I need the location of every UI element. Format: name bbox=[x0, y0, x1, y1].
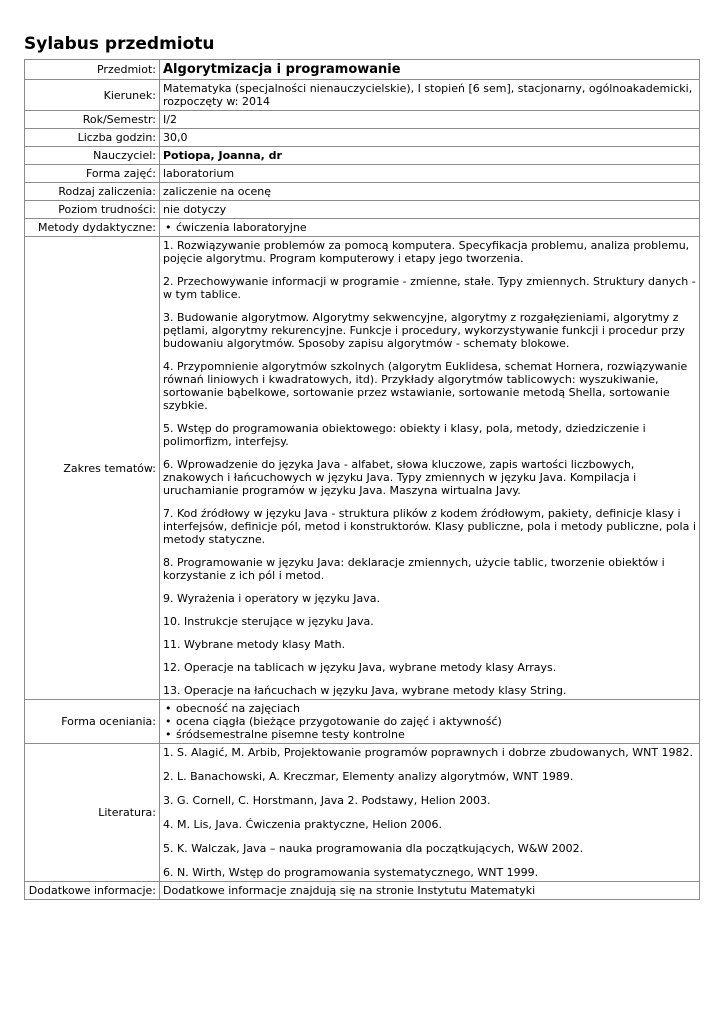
row-topics bbox=[25, 237, 700, 700]
methods-list bbox=[163, 221, 696, 234]
literature-item: 3. G. Cornell, C. Horstmann, Java 2. Podstawy, Helion 2003. bbox=[163, 794, 491, 807]
year-label: Rok/Semestr: bbox=[25, 111, 160, 129]
topic-item: 9. Wyrażenia i operatory w języku Java. bbox=[163, 592, 380, 605]
direction-value: Matematyka (specjalności nienauczycielskie), I stopień [6 sem], stacjonarny, ogólnoakademicki, rozpoczęty w: 2014 bbox=[160, 80, 700, 111]
list-item: • ćwiczenia laboratoryjne bbox=[163, 221, 696, 234]
subject-label: Przedmiot: bbox=[25, 60, 160, 80]
row-difficulty bbox=[25, 201, 700, 219]
topic-item: 12. Operacje na tablicach w języku Java, wybrane metody klasy Arrays. bbox=[163, 661, 557, 674]
hours-label: Liczba godzin: bbox=[25, 129, 160, 147]
row-extra bbox=[25, 882, 700, 900]
direction-label: Kierunek: bbox=[25, 80, 160, 111]
form-value: laboratorium bbox=[160, 165, 700, 183]
row-assessment bbox=[25, 700, 700, 744]
topic-item: 13. Operacje na łańcuchach w języku Java, wybrane metody klasy String. bbox=[163, 684, 567, 697]
row-direction bbox=[25, 80, 700, 111]
literature-label: Literatura: bbox=[25, 744, 160, 882]
topics-cell bbox=[160, 237, 700, 700]
list-item: • ocena ciągła (bieżące przygotowanie do zajęć i aktywność) bbox=[163, 715, 696, 728]
literature-item: 4. M. Lis, Java. Ćwiczenia praktyczne, Helion 2006. bbox=[163, 818, 443, 831]
assessment-label: Forma oceniania: bbox=[25, 700, 160, 744]
assessment-list bbox=[163, 702, 696, 741]
topic-item: 3. Budowanie algorytmow. Algorytmy sekwencyjne, algorytmy z rozgałęzieniami, algorytmy z pętlami, algorytmy rekurencyjne. Funkcje i procedury, wykorzystywanie funkcji i procedur przy budowaniu algorytmów. Sposoby zapisu algorytmów - schematy blokowe. bbox=[163, 311, 685, 350]
literature-cell bbox=[160, 744, 700, 882]
hours-value: 30,0 bbox=[160, 129, 700, 147]
page-title: Sylabus przedmiotu bbox=[24, 34, 215, 54]
row-methods bbox=[25, 219, 700, 237]
difficulty-label: Poziom trudności: bbox=[25, 201, 160, 219]
methods-label: Metody dydaktyczne: bbox=[25, 219, 160, 237]
credit-value: zaliczenie na ocenę bbox=[160, 183, 700, 201]
topic-item: 11. Wybrane metody klasy Math. bbox=[163, 638, 346, 651]
topic-item: 4. Przypomnienie algorytmów szkolnych (algorytm Euklidesa, schemat Hornera, rozwiązywanie równań liniowych i kwadratowych, itd). Przykłady algorytmów tablicowych: wyszukiwanie, sortowanie bąbelkowe, sortowanie przez wstawianie, sortowanie metodą Shella, sortowanie szybkie. bbox=[163, 360, 688, 412]
teacher-value: Potiopa, Joanna, dr bbox=[160, 147, 700, 165]
form-label: Forma zajęć: bbox=[25, 165, 160, 183]
literature-item: 2. L. Banachowski, A. Kreczmar, Elementy analizy algorytmów, WNT 1989. bbox=[163, 770, 574, 783]
topic-item: 7. Kod źródłowy w języku Java - struktura plików z kodem źródłowym, pakiety, definicje klasy i interfejsów, definicje pól, metod i konstruktorów. Klasy publiczne, pola i metody publiczne, pola i metody statyczne. bbox=[163, 507, 696, 546]
list-item: • śródsemestralne pisemne testy kontrolne bbox=[163, 728, 696, 741]
year-value: I/2 bbox=[160, 111, 700, 129]
assessment-cell bbox=[160, 700, 700, 744]
methods-cell bbox=[160, 219, 700, 237]
topic-item: 1. Rozwiązywanie problemów za pomocą komputera. Specyfikacja problemu, analiza problemu, pojęcie algorytmu. Program komputerowy i etapy jego tworzenia. bbox=[163, 239, 690, 265]
difficulty-value: nie dotyczy bbox=[160, 201, 700, 219]
row-credit bbox=[25, 183, 700, 201]
topic-item: 8. Programowanie w języku Java: deklaracje zmiennych, użycie tablic, tworzenie obiektów i korzystanie z ich pól i metod. bbox=[163, 556, 665, 582]
extra-label: Dodatkowe informacje: bbox=[25, 882, 160, 900]
literature-item: 6. N. Wirth, Wstęp do programowania systematycznego, WNT 1999. bbox=[163, 866, 539, 879]
topic-item: 2. Przechowywanie informacji w programie - zmienne, stałe. Typy zmiennych. Struktury danych - w tym tablice. bbox=[163, 275, 696, 301]
subject-value: Algorytmizacja i programowanie bbox=[160, 60, 700, 80]
row-subject bbox=[25, 60, 700, 80]
topics-label: Zakres tematów: bbox=[25, 237, 160, 700]
row-literature bbox=[25, 744, 700, 882]
syllabus-table bbox=[24, 59, 700, 900]
credit-label: Rodzaj zaliczenia: bbox=[25, 183, 160, 201]
topic-item: 10. Instrukcje sterujące w języku Java. bbox=[163, 615, 374, 628]
row-year bbox=[25, 111, 700, 129]
topic-item: 6. Wprowadzenie do języka Java - alfabet, słowa kluczowe, zapis wartości liczbowych, znakowych i łańcuchowych w języku Java. Typy zmiennych w języku Java. Kompilacja i uruchamianie programów w języku Java. Maszyna wirtualna Javy. bbox=[163, 458, 637, 497]
row-form bbox=[25, 165, 700, 183]
literature-item: 1. S. Alagić, M. Arbib, Projektowanie programów poprawnych i dobrze zbudowanych, WNT 1982. bbox=[163, 746, 694, 759]
literature-item: 5. K. Walczak, Java – nauka programowania dla początkujących, W&W 2002. bbox=[163, 842, 584, 855]
extra-value: Dodatkowe informacje znajdują się na stronie Instytutu Matematyki bbox=[160, 882, 700, 900]
topic-item: 5. Wstęp do programowania obiektowego: obiekty i klasy, pola, metody, dziedziczenie i polimorfizm, interfejsy. bbox=[163, 422, 646, 448]
list-item: • obecność na zajęciach bbox=[163, 702, 696, 715]
teacher-label: Nauczyciel: bbox=[25, 147, 160, 165]
row-teacher bbox=[25, 147, 700, 165]
row-hours bbox=[25, 129, 700, 147]
